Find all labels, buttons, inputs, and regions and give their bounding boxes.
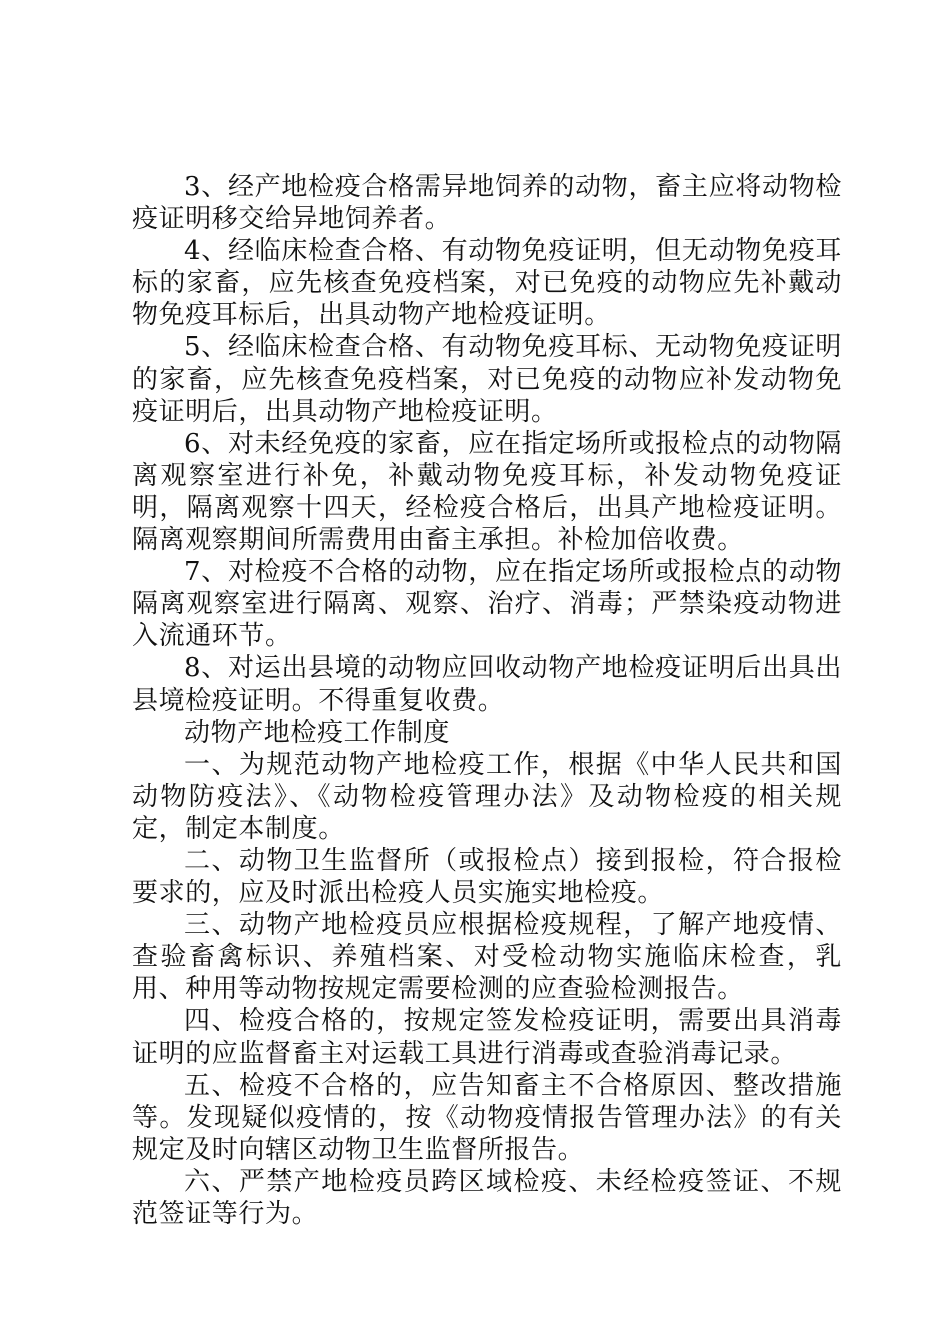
rule-item-6: 六、严禁产地检疫员跨区域检疫、未经检疫签证、不规范签证等行为。 bbox=[132, 1166, 842, 1229]
paragraph-item-7: 7、对检疫不合格的动物，应在指定场所或报检点的动物隔离观察室进行隔离、观察、治疗、消毒；严禁染疫动物进入流通环节。 bbox=[132, 557, 842, 652]
document-body bbox=[132, 171, 842, 1230]
paragraph-item-3: 3、经产地检疫合格需异地饲养的动物，畜主应将动物检疫证明移交给异地饲养者。 bbox=[132, 172, 842, 235]
paragraph-item-6: 6、对未经免疫的家畜，应在指定场所或报检点的动物隔离观察室进行补免，补戴动物免疫耳标，补发动物免疫证明，隔离观察十四天，经检疫合格后，出具产地检疫证明。隔离观察期间所需费用由畜主承担。补检加倍收费。 bbox=[132, 428, 842, 556]
paragraph-item-4: 4、经临床检查合格、有动物免疫证明，但无动物免疫耳标的家畜，应先核查免疫档案，对已免疫的动物应先补戴动物免疫耳标后，出具动物产地检疫证明。 bbox=[132, 236, 842, 331]
paragraph-item-8: 8、对运出县境的动物应回收动物产地检疫证明后出具出县境检疫证明。不得重复收费。 bbox=[132, 653, 842, 716]
rule-item-5: 五、检疫不合格的，应告知畜主不合格原因、整改措施等。发现疑似疫情的，按《动物疫情报告管理办法》的有关规定及时向辖区动物卫生监督所报告。 bbox=[132, 1070, 842, 1165]
rule-item-2: 二、动物卫生监督所（或报检点）接到报检，符合报检要求的，应及时派出检疫人员实施实地检疫。 bbox=[132, 845, 842, 909]
rule-item-4: 四、检疫合格的，按规定签发检疫证明，需要出具消毒证明的应监督畜主对运载工具进行消毒或查验消毒记录。 bbox=[132, 1006, 842, 1069]
rule-item-1: 一、为规范动物产地检疫工作，根据《中华人民共和国动物防疫法》、《动物检疫管理办法》及动物检疫的相关规定，制定本制度。 bbox=[132, 749, 842, 844]
section-heading: 动物产地检疫工作制度 bbox=[184, 717, 451, 748]
rule-item-3: 三、动物产地检疫员应根据检疫规程，了解产地疫情、查验畜禽标识、养殖档案、对受检动物实施临床检查，乳用、种用等动物按规定需要检测的应查验检测报告。 bbox=[132, 910, 842, 1005]
paragraph-item-5: 5、经临床检查合格、有动物免疫耳标、无动物免疫证明的家畜，应先核查免疫档案，对已免疫的动物应补发动物免疫证明后，出具动物产地检疫证明。 bbox=[132, 332, 842, 427]
